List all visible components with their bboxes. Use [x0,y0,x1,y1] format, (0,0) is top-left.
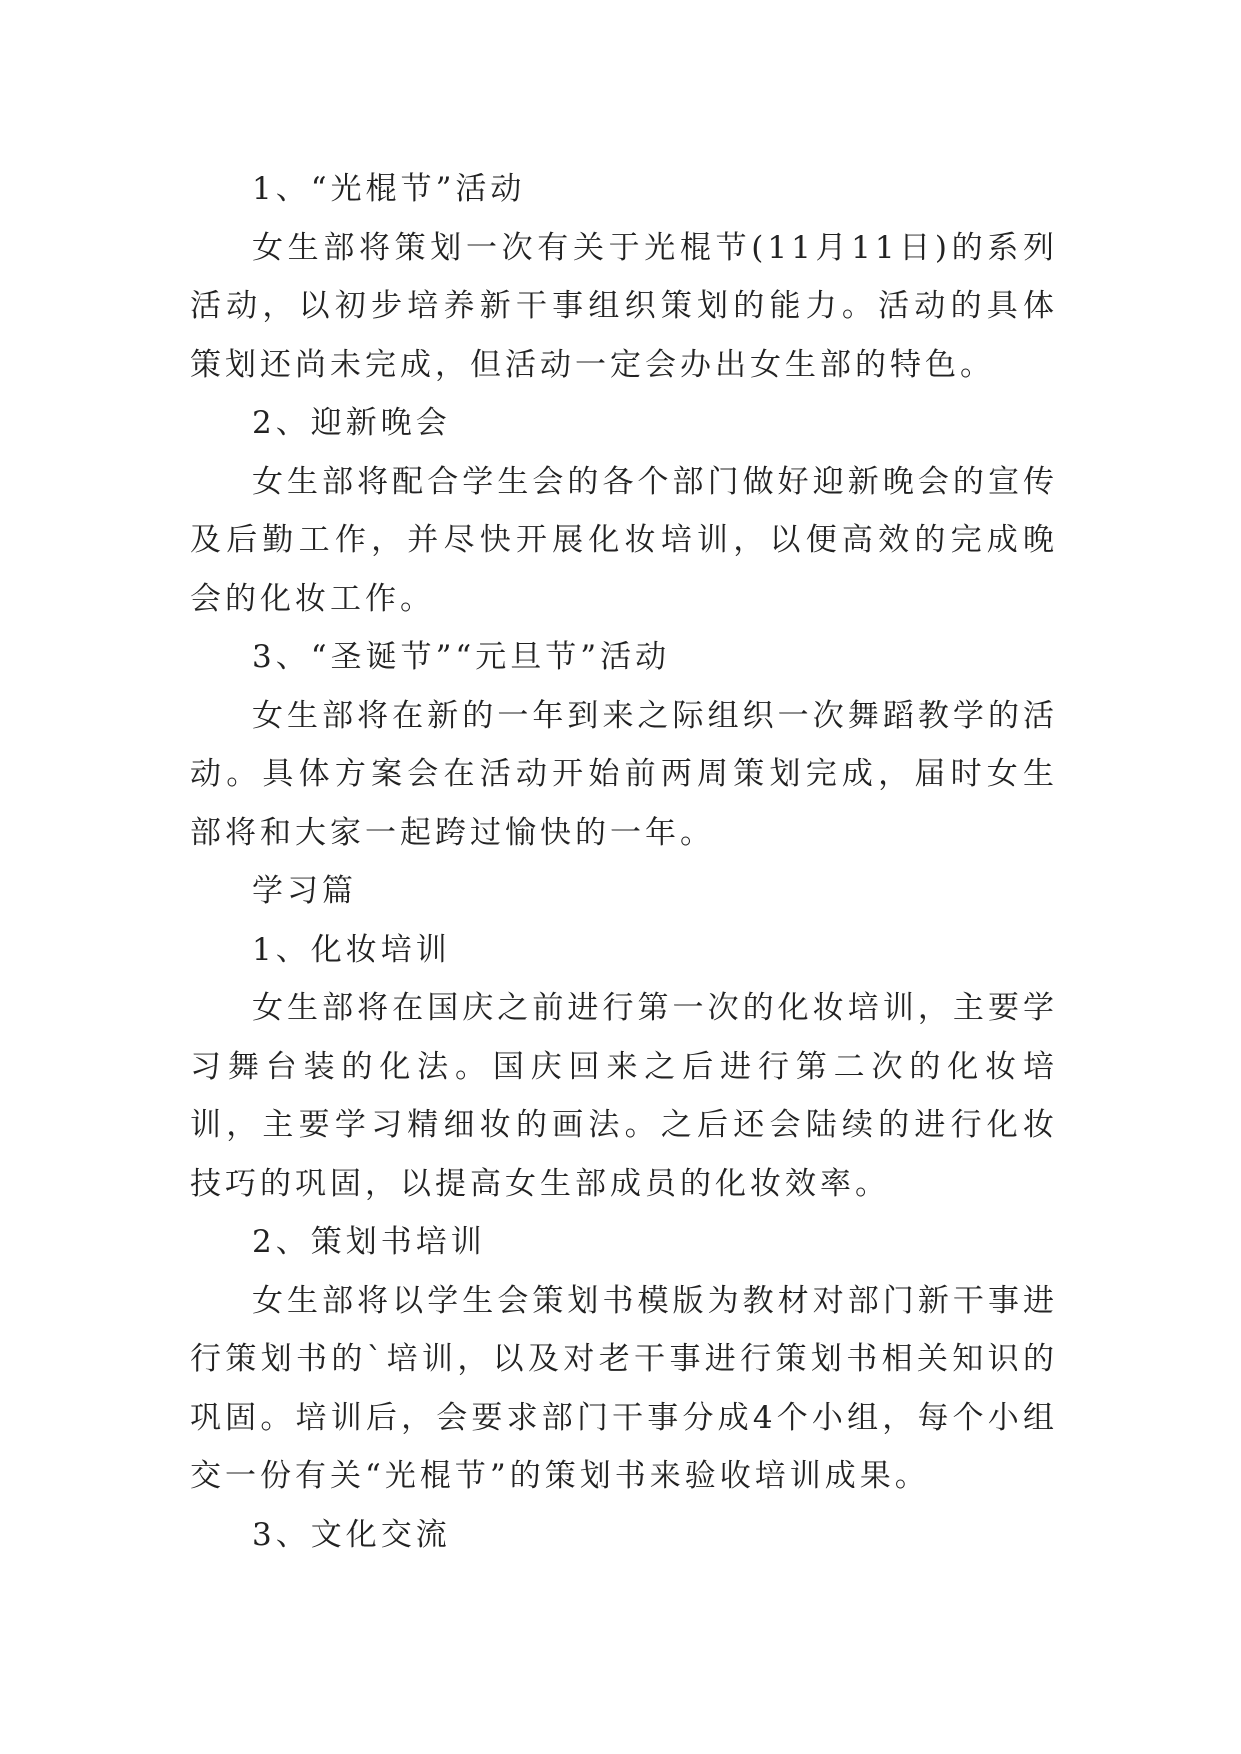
section-heading-proposal-training: 2、策划书培训 [252,1224,486,1260]
section-heading-cultural-exchange: 3、文化交流 [252,1516,451,1553]
section-heading-makeup-training: 1、化妆培训 [252,931,451,968]
section-heading-welcome-party: 2、迎新晚会 [252,405,451,441]
section-heading-study: 学习篇 [252,873,357,909]
paragraph-proposal-training: 女生部将以学生会策划书模版为教材对部门新干事进行策划书的`培训，以及对老干事进行策划书相关知识的巩固。培训后，会要求部门干事分成4个小组，每个小组交一份有关“光棍节”的策划书来验收培训成果。 [190,1282,1058,1494]
paragraph-welcome-party: 女生部将配合学生会的各个部门做好迎新晚会的宣传及后勤工作，并尽快开展化妆培训，以便高效的完成晚会的化妆工作。 [190,463,1058,617]
paragraph-singles-day: 女生部将策划一次有关于光棍节(11月11日)的系列活动，以初步培养新干事组织策划的能力。活动的具体策划还尚未完成，但活动一定会办出女生部的特色。 [190,229,1058,383]
paragraph-christmas-newyear: 女生部将在新的一年到来之际组织一次舞蹈教学的活动。具体方案会在活动开始前两周策划完成，届时女生部将和大家一起跨过愉快的一年。 [190,697,1058,851]
document-body [190,160,1058,1564]
section-heading-singles-day: 1、“光棍节”活动 [252,171,526,207]
section-heading-christmas-newyear: 3、“圣诞节”“元旦节”活动 [252,639,671,675]
paragraph-makeup-training: 女生部将在国庆之前进行第一次的化妆培训，主要学习舞台装的化法。国庆回来之后进行第二次的化妆培训，主要学习精细妆的画法。之后还会陆续的进行化妆技巧的巩固，以提高女生部成员的化妆效率。 [190,990,1058,1202]
